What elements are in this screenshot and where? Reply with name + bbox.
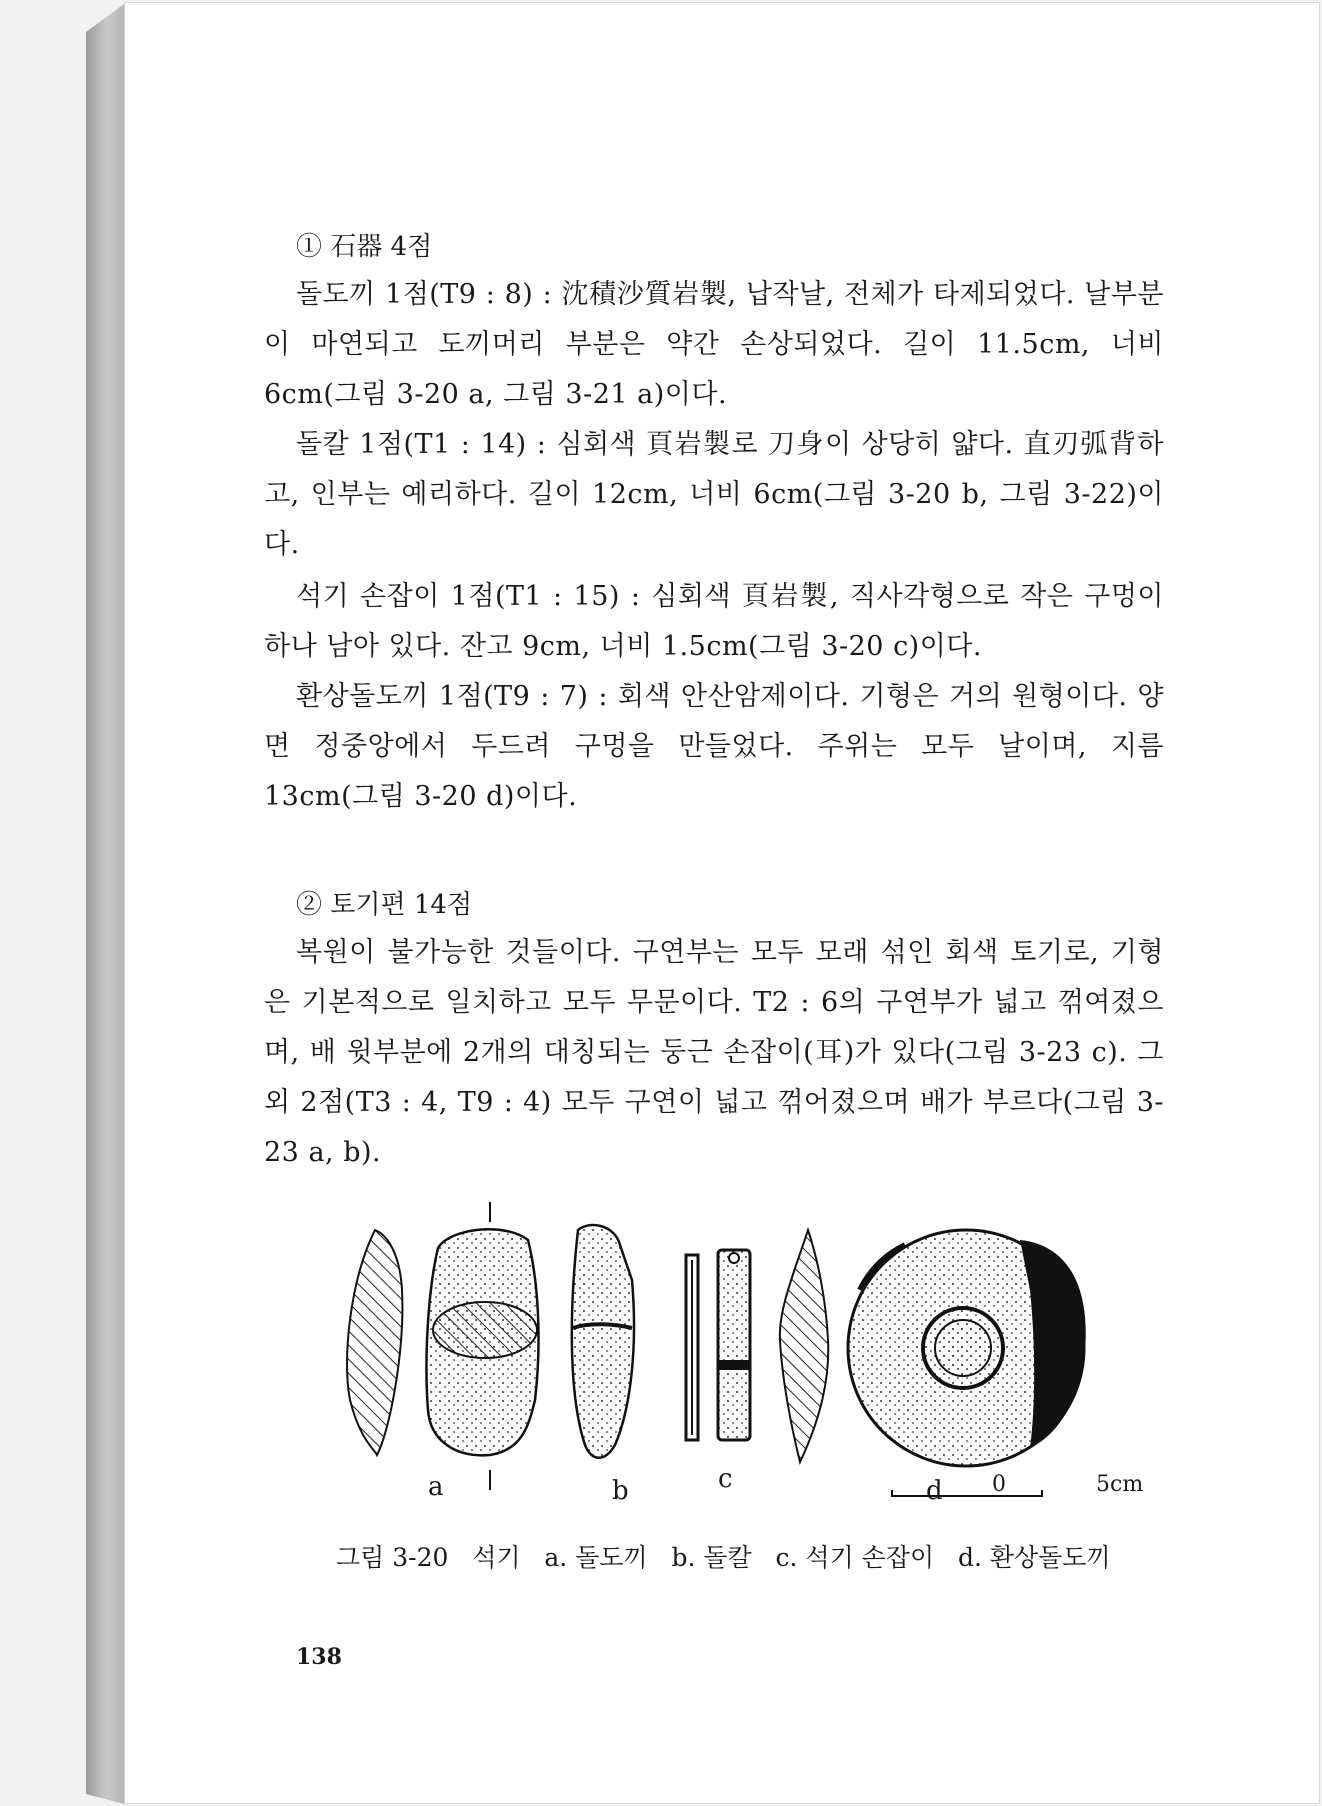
paragraph-stone-knife: 돌칼 1점(T1 : 14) : 심회색 頁岩製로 刀身이 상당히 얇다. 直刃弧背하고, 인부는 예리하다. 길이 12cm, 너비 6cm(그림 3-20 b, 그림 3-22)이다. bbox=[264, 429, 1164, 560]
figure-label-c: c bbox=[718, 1464, 733, 1494]
knife-drawing bbox=[572, 1225, 634, 1458]
paragraph-stone-axe: 돌도끼 1점(T9 : 8) : 沈積沙質岩製, 납작날, 전체가 타제되었다. 날부분이 마연되고 도끼머리 부분은 약간 손상되었다. 길이 11.5cm, 너비 6cm(그림 3-20 a, 그림 3-21 a)이다. bbox=[264, 279, 1164, 410]
figure-caption: 그림 3-20 석기 a. 돌도끼 b. 돌칼 c. 석기 손잡이 d. 환상돌도끼 bbox=[336, 1543, 1111, 1572]
figure-label-b: b bbox=[612, 1476, 629, 1506]
ring-axe-section-drawing bbox=[780, 1230, 828, 1462]
figure-label-a: a bbox=[428, 1472, 444, 1502]
figure-label-d: d bbox=[926, 1476, 943, 1506]
scale-zero-label: 0 bbox=[992, 1472, 1006, 1497]
scale-length-label: 5cm bbox=[1096, 1472, 1144, 1497]
book-spine bbox=[86, 4, 124, 1804]
scale-bar bbox=[892, 1490, 1042, 1496]
page-number: 138 bbox=[296, 1644, 342, 1670]
section-heading-stone-tools: ① 石器 4점 bbox=[296, 232, 433, 262]
handle-face-drawing bbox=[718, 1250, 750, 1440]
axe-section-drawing bbox=[347, 1230, 402, 1455]
figure-stone-tools bbox=[330, 1200, 1144, 1530]
paragraph-pottery: 복원이 불가능한 것들이다. 구연부는 모두 모래 섞인 회색 토기로, 기형은 기본적으로 일치하고 모두 무문이다. T2 : 6의 구연부가 넓고 꺾여졌으며, 배 윗부분에 2개의 대칭되는 둥근 손잡이(耳)가 있다(그림 3-23 c). 그 외 2점(T3 : 4, T9 : 4) 모두 구연이 넓고 꺾어졌으며 배가 부르다(그림 3-23 a, b). bbox=[264, 937, 1164, 1168]
paragraph-tool-handle: 석기 손잡이 1점(T1 : 15) : 심회색 頁岩製, 직사각형으로 작은 구멍이 하나 남아 있다. 잔고 9cm, 너비 1.5cm(그림 3-20 c)이다. bbox=[264, 581, 1164, 662]
paragraph-ring-axe: 환상돌도끼 1점(T9 : 7) : 회색 안산암제이다. 기형은 거의 원형이다. 양면 정중앙에서 두드려 구멍을 만들었다. 주위는 모두 날이며, 지름 13cm(그림 3-20 d)이다. bbox=[264, 681, 1164, 812]
section-heading-pottery: ② 토기편 14점 bbox=[296, 890, 473, 920]
